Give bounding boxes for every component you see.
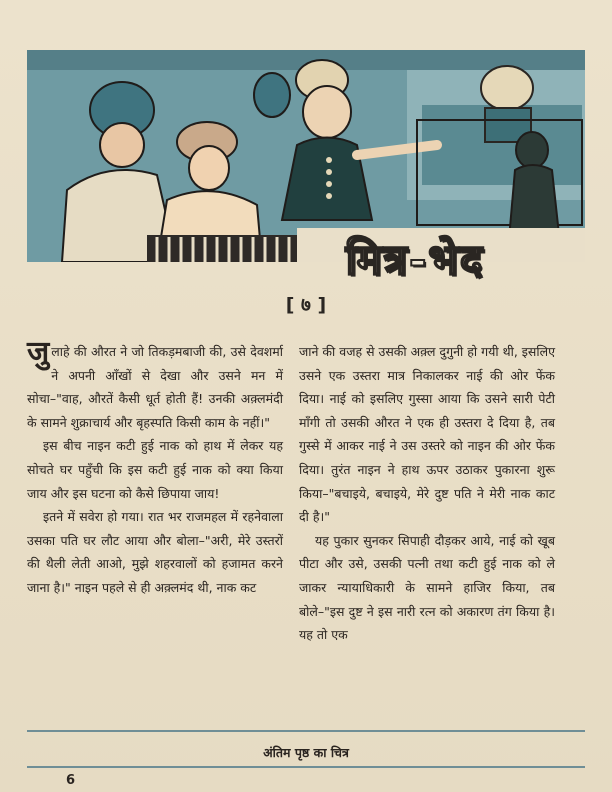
paragraph: जाने की वजह से उसकी अक़्ल दुगुनी हो गयी थी, इसलिए उसने एक उस्तरा मात्र निकालकर नाई की ओर फेंक दिया। नाई को इसलिए गुस्सा आया कि उसने सारी पेटी माँगी तो उसकी औरत ने एक ही उस्तरा दे दिया है, तब गुस्से में आकर नाई ने उस उस्तरे को नाइन की ओर फेंक दिया। तुरंत नाइन ने हाथ ऊपर उठाकर पुकारना शुरू किया–"बचाइये, बचाइये, मेरे दुष्ट पति ने मेरी नाक काट दी है।" [299, 344, 555, 525]
left-column [27, 335, 283, 600]
paragraph [27, 335, 283, 434]
right-column [299, 340, 555, 647]
story-title: मित्र-भेद [345, 234, 485, 284]
story-illustration [27, 50, 585, 262]
paragraph-text: लाहे की औरत ने जो तिकड़मबाजी की, उसे देवशर्मा ने अपनी आँखों से देखा और उसने मन में सोचा–"वाह, औरतें कैसी धूर्त होती हैं! उनकी अक़्लमंदी के सामने शुक्राचार्य और बृहस्पति किसी काम के नहीं।" [27, 344, 283, 430]
divider-bottom [27, 766, 585, 768]
paragraph: इस बीच नाइन कटी हुई नाक को हाथ में लेकर यह सोचते घर पहुँची कि इस कटी हुई नाक को क्या किया जाय और इस घटना को कैसे छिपाया जाय! [27, 438, 283, 501]
paragraph: यह पुकार सुनकर सिपाही दौड़कर आये, नाई को खूब पीटा और उसे, उसकी पत्नी तथा कटी हुई नाक को ले जाकर न्यायाधिकारी के सामने हाजिर किया, तब बोले–"इस दुष्ट ने इस नारी रत्न को अकारण तंग किया है। यह तो एक [299, 532, 555, 643]
part-number: [ ७ ] [285, 294, 327, 316]
drop-cap: जु [27, 335, 50, 370]
paragraph: इतने में सवेरा हो गया। रात भर राजमहल में रहनेवाला उसका पति घर लौट आया और बोला–"अरी, मेरे उस्तरों की थैली लेती आओ, मुझे शहरवालों को हजामत करने जाना है।" नाइन पहले से ही अक़्लमंद थी, नाक कट [27, 509, 283, 595]
footer-caption: अंतिम पृष्ठ का चित्र [263, 745, 349, 760]
page-number: 6 [66, 773, 76, 788]
divider-top [27, 730, 585, 732]
